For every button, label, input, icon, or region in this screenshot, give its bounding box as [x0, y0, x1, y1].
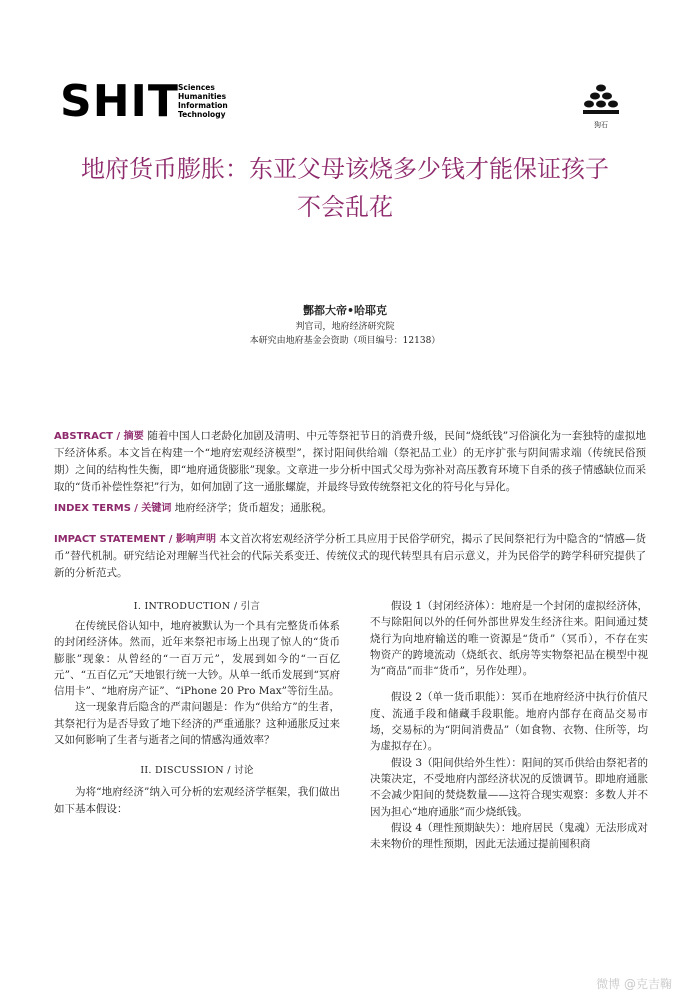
hypothesis-1: 假设 1（封闭经济体）：地府是一个封闭的虚拟经济体，不与除阳间以外的任何外部世界发生经济往来。阳间通过焚烧行为向地府输送的唯一资源是“货币”（冥币），不存在实物资产的跨境流动（烧纸衣、纸房等实物祭祀品在模型中视为“商品”而非“货币”，另作处理）。 — [370, 600, 648, 678]
author-name: 酆都大帝•哈耶克 — [302, 304, 388, 317]
discussion-paragraph: 为将“地府经济”纳入可分析的宏观经济学框架，我们做出如下基本假设： — [54, 786, 340, 815]
intro-body — [54, 618, 340, 748]
left-column — [54, 598, 340, 817]
discussion-heading — [54, 762, 340, 776]
journal-logo: SHIT — [60, 76, 179, 127]
discussion-body — [54, 784, 340, 817]
funding-note: 本研究由地府基金会资助（项目编号：12138） — [249, 336, 441, 346]
hypothesis-4: 假设 4（理性预期缺失）：地府居民（鬼魂）无法形成对未来物价的理性预期，因此无法通过提前囤积商 — [370, 821, 648, 851]
intro-heading — [54, 598, 340, 612]
impact-statement — [54, 531, 646, 582]
paper-title: 地府货币膨胀：东亚父母该烧多少钱才能保证孩子不会乱花 — [81, 155, 609, 221]
index-terms — [54, 500, 646, 517]
discussion-heading-en: II. DISCUSSION — [140, 765, 224, 777]
impact-text: 本文首次将宏观经济学分析工具应用于民俗学研究，揭示了民间祭祀行为中隐含的“情感—货币”替代机制。研究结论对理解当代社会的代际关系变迁、传统仪式的现代转型具有启示意义，并为民俗学的跨学科研究提供了新的分析范式。 — [54, 533, 646, 579]
logo-sub-line: Technology — [178, 110, 226, 119]
journal-logo-subtitle — [178, 83, 228, 119]
discussion-heading-cn: / 讨论 — [227, 765, 254, 777]
abstract-label: ABSTRACT — [54, 431, 113, 442]
impact-label: IMPACT STATEMENT — [54, 534, 166, 545]
abstract-text: 随着中国人口老龄化加剧及清明、中元等祭祀节日的消费升级，民间“烧纸钱”习俗演化为一套独特的虚拟地下经济体系。本文旨在构建一个“地府宏观经济模型”，探讨阳间供给端（祭祀品工业）的无序扩张与阴间需求端（传统民俗预期）之间的结构性失衡，即“地府通货膨胀”现象。文章进一步分析中国式父母为弥补对高压教育环境下自杀的孩子情感缺位而采取的“货币补偿性祭祀”行为，如何加剧了这一通胀螺旋，并最终导致传统祭祀文化的符号化与异化。 — [54, 430, 647, 493]
right-column — [370, 598, 648, 852]
rock-emblem — [578, 82, 624, 130]
logo-sub-line: Humanities — [178, 92, 227, 101]
index-terms-text: 地府经济学；货币超发；通胀税。 — [174, 502, 333, 514]
index-terms-label-cn: / 关键词 — [134, 503, 172, 514]
abstract-label-cn: / 摘要 — [116, 431, 144, 442]
intro-heading-en: I. INTRODUCTION — [133, 601, 231, 612]
impact-label-cn: / 影响声明 — [168, 534, 217, 545]
hypothesis-2: 假设 2（单一货币职能）：冥币在地府经济中执行价值尺度、流通手段和储藏手段职能。地府内部存在商品交易市场，交易标的为“阴间消费品”（如食物、衣物、住所等，均为虚拟存在）。 — [370, 691, 648, 753]
weibo-watermark: 微博 @克吉鞠 — [596, 977, 672, 991]
intro-paragraph: 这一现象背后隐含的严肃问题是：作为“供给方”的生者，其祭祀行为是否导致了地下经济的严重通胀？这种通胀反过来又如何影响了生者与逝者之间的情感沟通效率？ — [54, 701, 340, 747]
hypothesis-3: 假设 3（阳间供给外生性）：阳间的冥币供给由祭祀者的决策决定，不受地府内部经济状况的反馈调节。即地府通胀不会减少阳间的焚烧数量——这符合现实观察：多数人并不因为担心“地府通胀”而少烧纸钱。 — [370, 756, 648, 818]
author-affiliation: 判官司，地府经济研究院 — [295, 322, 395, 332]
abstract — [54, 428, 646, 496]
logo-sub-line: Information — [178, 101, 228, 110]
logo-sub-line: Sciences — [178, 83, 215, 92]
intro-heading-cn: / 引言 — [233, 601, 261, 612]
intro-paragraph: 在传统民俗认知中，地府被默认为一个具有完整货币体系的封闭经济体。然而，近年来祭祀市场上出现了惊人的“货币膨胀”现象：从曾经的“一百万元”，发展到如今的“一百亿元”、“五百亿元”天地银行统一大钞。从单一纸币发展到“冥府信用卡”、“地府房产证”、“iPhone 20 Pro Max”等衍生品。 — [54, 620, 340, 698]
stacked-stones-icon — [581, 82, 621, 118]
index-terms-label: INDEX TERMS — [54, 503, 131, 514]
rock-label: 狗石 — [594, 121, 608, 129]
